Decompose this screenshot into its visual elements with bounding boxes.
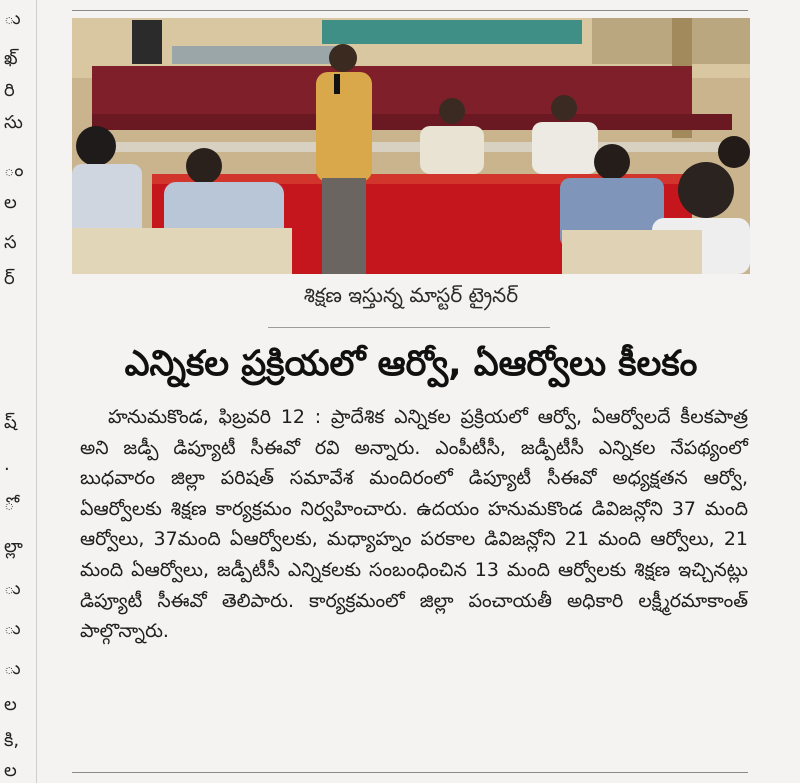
news-photo — [72, 18, 750, 274]
adjacent-glyph: ో — [4, 494, 15, 515]
adjacent-glyph: ల — [4, 192, 17, 213]
adjacent-glyph: కి, — [4, 730, 20, 751]
top-rule — [72, 10, 748, 11]
adjacent-glyph: ష్ — [4, 412, 17, 433]
adjacent-glyph: ం — [4, 160, 24, 181]
article-body — [80, 402, 748, 647]
adjacent-glyph: ఖ్ — [4, 48, 18, 69]
column-divider — [36, 0, 37, 783]
bottom-rule — [72, 772, 748, 773]
adjacent-glyph: ు — [4, 618, 21, 639]
photo-illustration — [72, 18, 750, 274]
adjacent-glyph: రి — [4, 80, 15, 101]
adjacent-column-fragment — [0, 0, 34, 783]
caption-rule — [268, 327, 550, 328]
adjacent-glyph: ల్లా — [4, 536, 23, 557]
adjacent-glyph: ు — [4, 578, 21, 599]
adjacent-glyph: స — [4, 232, 17, 253]
adjacent-glyph: . — [4, 454, 10, 475]
adjacent-glyph: సు — [4, 112, 23, 133]
adjacent-glyph: ర్ — [4, 268, 15, 289]
adjacent-glyph: ు — [4, 658, 21, 679]
adjacent-glyph: ల — [4, 694, 17, 715]
adjacent-glyph: ల — [4, 760, 17, 781]
adjacent-glyph: ు — [4, 8, 21, 29]
photo-caption: శిక్షణ ఇస్తున్న మాస్టర్ ట్రైనర్ — [303, 283, 519, 307]
article-paragraph: హనుమకొండ, ఫిబ్రవరి 12 : ప్రాదేశిక ఎన్నికల ప్రక్రియలో ఆర్వో, ఏఆర్వోలదే కీలకపాత్ర అని జడ్పీ డిప్యూటీ సీఈవో రవి అన్నారు. ఎంపీటీసీ, జడ్పీటీసీ ఎన్నికల నేపథ్యంలో బుధవారం జిల్లా పరిషత్ సమావేశ మందిరంలో డిప్యూటీ సీఈవో అధ్యక్షతన ఆర్వో, ఏఆర్వోలకు శిక్షణ కార్యక్రమం నిర్వహించారు. ఉదయం హనుమకొండ డివిజన్లోని 37 మంది ఆర్వోలు, 37మంది ఏఆర్వోలకు, మధ్యాహ్నం పరకాల డివిజన్లోని 21 మంది ఆర్వోలు, 21 మంది ఏఆర్వోలు, జడ్పీటీసీ ఎన్నికలకు సంబంధించిన 13 మంది ఆర్వోలకు శిక్షణ ఇచ్చినట్లు డిప్యూటీ సీఈవో తెలిపారు. కార్యక్రమంలో జిల్లా పంచాయతీ అధికారి లక్ష్మీరమాకాంత్ పాల్గొన్నారు. — [80, 406, 748, 643]
article-headline: ఎన్నికల ప్రక్రియలో ఆర్వో, ఏఆర్వోలు కీలకం — [124, 344, 698, 384]
